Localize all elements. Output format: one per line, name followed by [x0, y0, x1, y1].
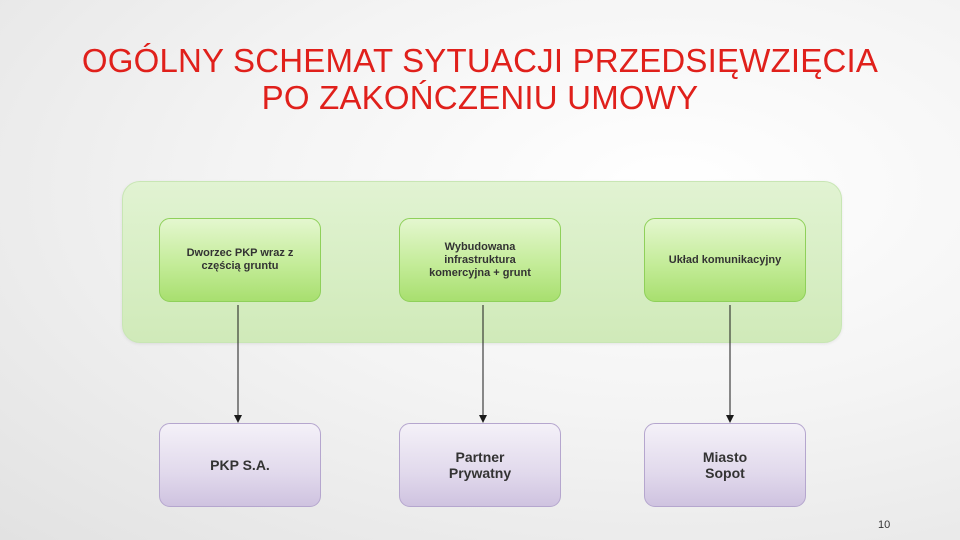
node-city-sopot-label: Miasto Sopot [702, 449, 748, 481]
page-number: 10 [878, 519, 891, 531]
node-road-system-label: Układ komunikacyjny [668, 253, 782, 266]
node-private-partner [399, 423, 561, 507]
node-commercial-infrastructure-label: Wybudowana infrastruktura komercyjna + grunt [429, 240, 531, 279]
slide-title-line-1: OGÓLNY SCHEMAT SYTUACJI PRZEDSIĘWZIĘCIA [81, 42, 879, 79]
node-private-partner-label: Partner Prywatny [448, 449, 512, 481]
node-pkp-sa-label: PKP S.A. [210, 457, 270, 473]
slide-title-line-2: PO ZAKOŃCZENIU UMOWY [261, 79, 699, 116]
node-city-sopot [644, 423, 806, 507]
node-pkp-sa [159, 423, 321, 507]
node-railway-station-label: Dworzec PKP wraz z częścią gruntu [186, 247, 294, 272]
